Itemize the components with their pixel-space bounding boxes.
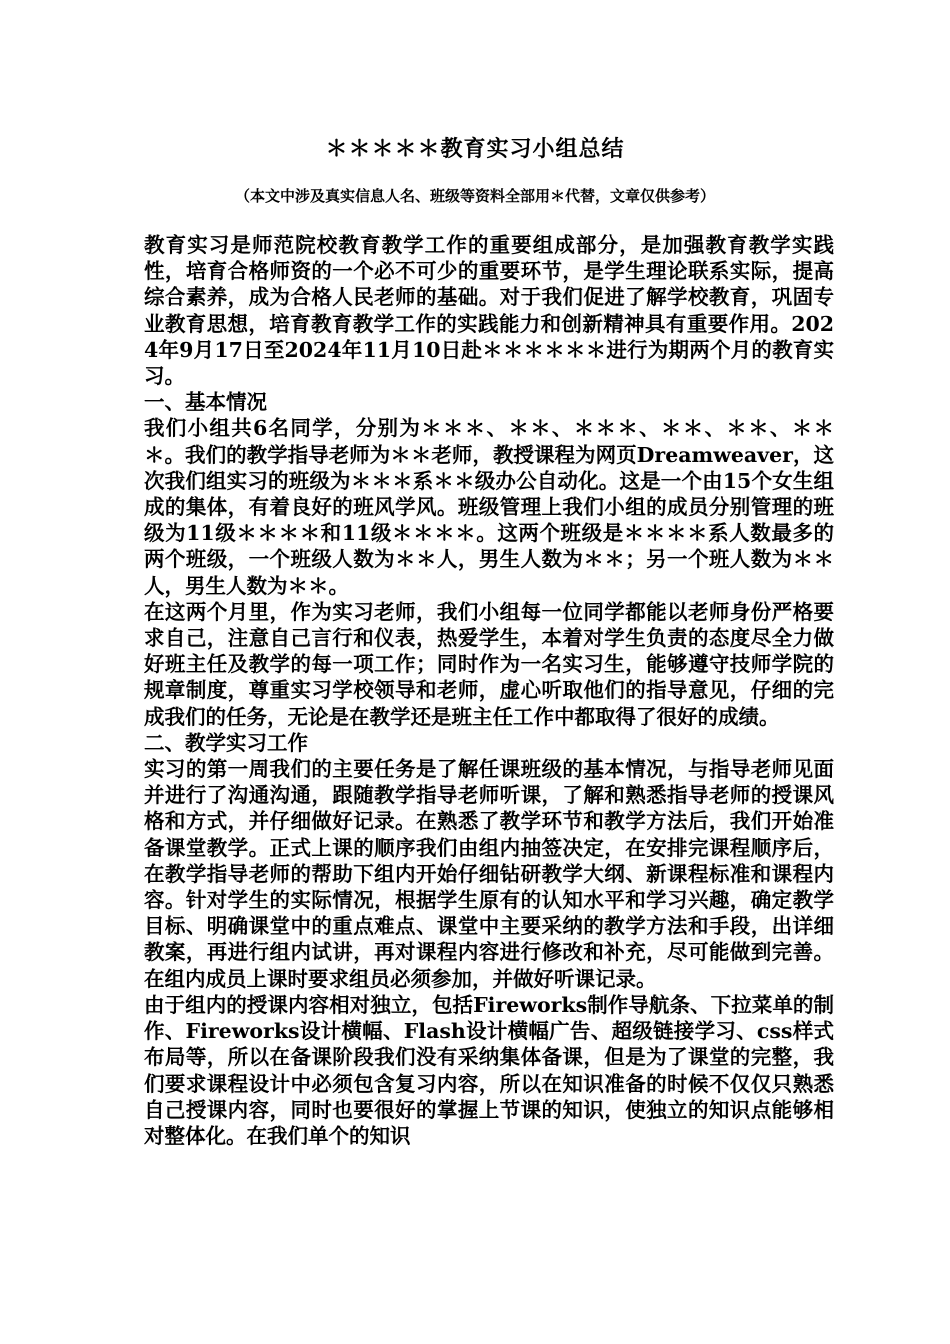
paragraph-first-week: 实习的第一周我们的主要任务是了解任课班级的基本情况，与指导老师见面并进行了沟通沟通，跟随教学指导老师听课，了解和熟悉指导老师的授课风格和方式，并仔细做好记录。在熟悉了教学环节和教学方法后，我们开始准备课堂教学。正式上课的顺序我们由组内抽签决定，在安排完课程顺序后，在教学指导老师的帮助下组内开始仔细钻研教学大纲、新课程标准和课程内容。针对学生的实际情况，根据学生原有的认知水平和学习兴趣，确定教学目标、明确课堂中的重点难点、课堂中主要采纳的教学方法和手段，出详细教案，再进行组内试讲，再对课程内容进行修改和补充，尽可能做到完善。在组内成员上课时要求组员必须参加，并做好听课记录。 <box>144 757 834 991</box>
paragraph-conduct: 在这两个月里，作为实习老师，我们小组每一位同学都能以老师身份严格要求自己，注意自己言行和仪表，热爱学生，本着对学生负责的态度尽全力做好班主任及教学的每一项工作；同时作为一名实习生，能够遵守技师学院的规章制度，尊重实习学校领导和老师，虚心听取他们的指导意见，仔细的完成我们的任务，无论是在教学还是班主任工作中都取得了很好的成绩。 <box>144 599 834 729</box>
paragraph-group-members: 我们小组共6名同学，分别为＊＊＊、＊＊、＊＊＊、＊＊、＊＊、＊＊＊。我们的教学指导老师为＊＊老师，教授课程为网页Dreamweaver，这次我们组实习的班级为＊＊＊系＊＊级办公自动化。这是一个由15个女生组成的集体，有着良好的班风学风。班级管理上我们小组的成员分别管理的班级为11级＊＊＊＊和11级＊＊＊＊。这两个班级是＊＊＊＊系人数最多的两个班级，一个班级人数为＊＊人，男生人数为＊＊；另一个班人数为＊＊人，男生人数为＊＊。 <box>144 416 834 598</box>
document-title: ＊＊＊＊＊教育实习小组总结 <box>325 136 625 162</box>
document-body <box>144 232 834 1149</box>
paragraph-intro: 教育实习是师范院校教育教学工作的重要组成部分，是加强教育教学实践性，培育合格师资的一个必不可少的重要环节，是学生理论联系实际，提高综合素养，成为合格人民老师的基础。对于我们促进了解学校教育，巩固专业教育思想，培育教育教学工作的实践能力和创新精神具有重要作用。2024年9月17日至2024年11月10日赴＊＊＊＊＊＊进行为期两个月的教育实习。 <box>144 233 834 389</box>
paragraph-course-content: 由于组内的授课内容相对独立，包括Fireworks制作导航条、下拉菜单的制作、Fireworks设计横幅、Flash设计横幅广告、超级链接学习、css样式布局等，所以在备课阶段我们没有采纳集体备课，但是为了课堂的完整，我们要求课程设计中必须包含复习内容，所以在知识准备的时候不仅仅只熟悉自己授课内容，同时也要很好的掌握上节课的知识，使独立的知识点能够相对整体化。在我们单个的知识 <box>144 992 834 1148</box>
section-heading-basic-info: 一、基本情况 <box>144 390 267 415</box>
document-note: （本文中涉及真实信息人名、班级等资料全部用＊代替，文章仅供参考） <box>234 187 715 205</box>
section-heading-teaching: 二、教学实习工作 <box>144 730 308 755</box>
